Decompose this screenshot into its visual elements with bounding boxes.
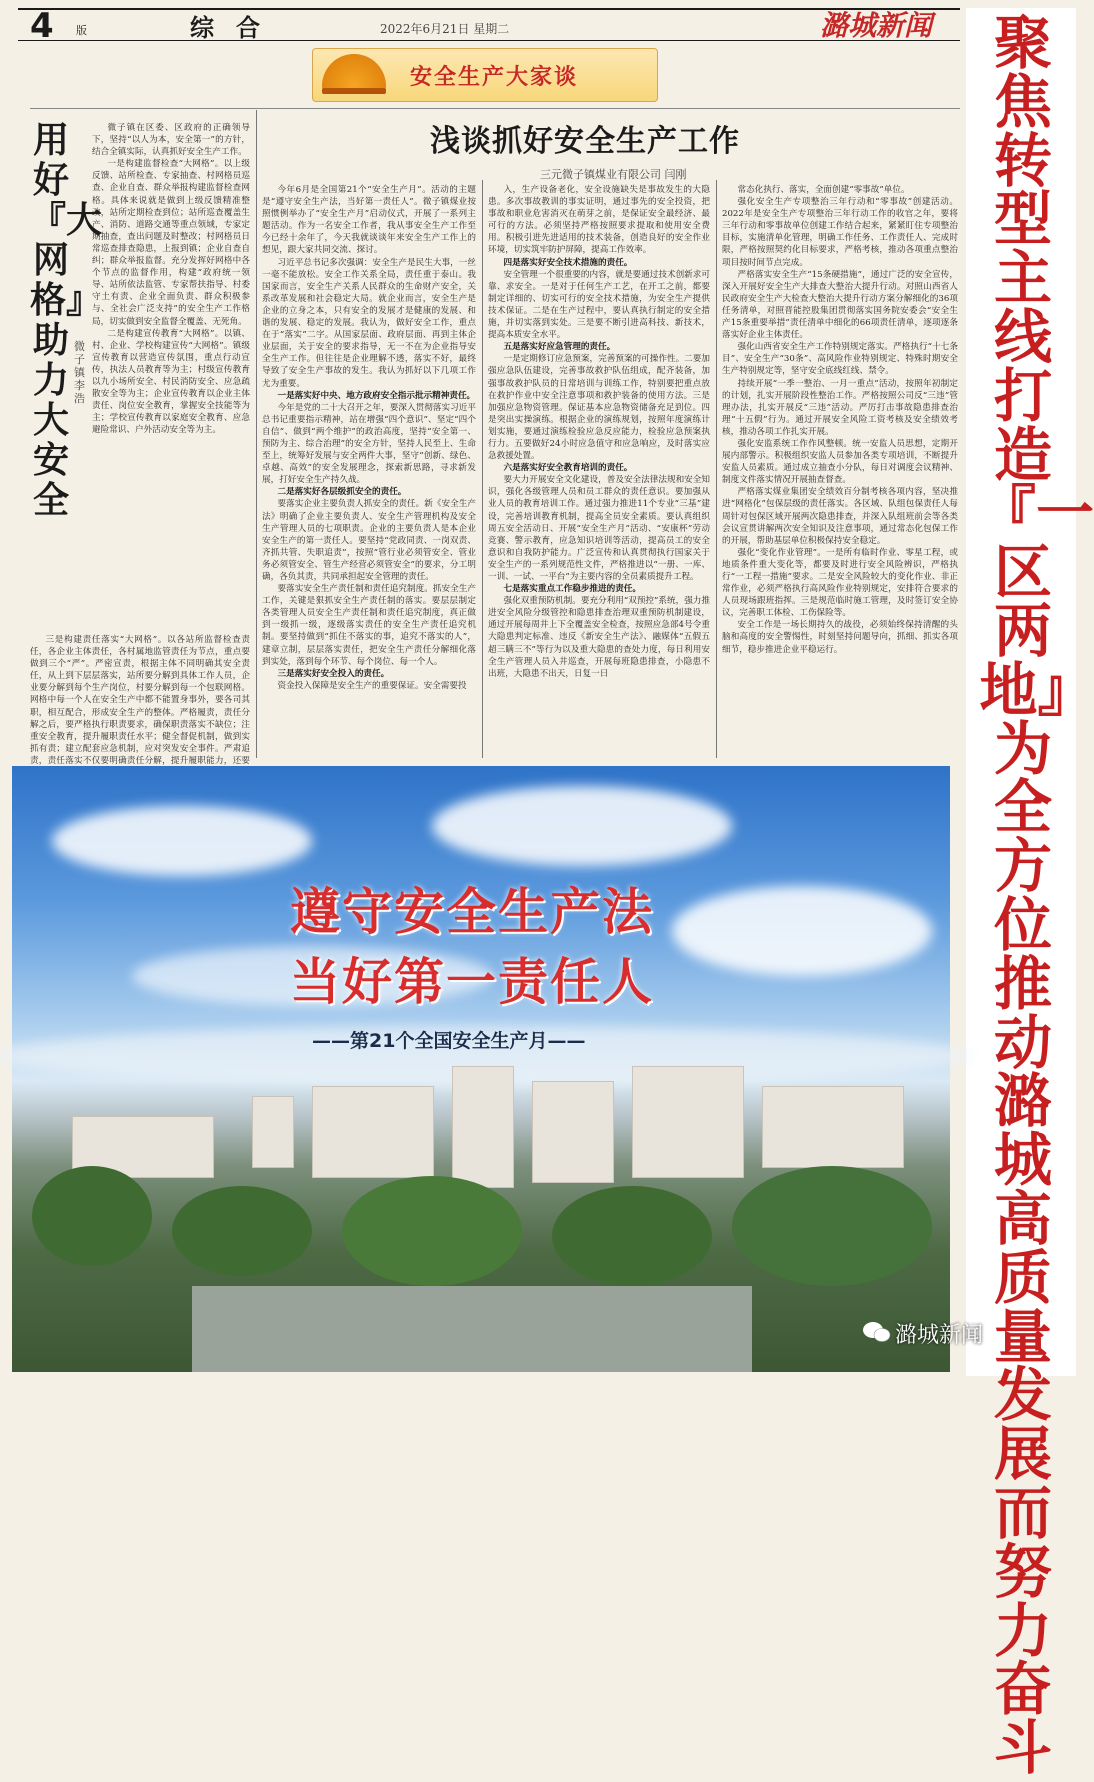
section-name: 综合 <box>190 13 282 42</box>
article-paragraph: 一是定期修订应急预案，完善预案的可操作性。二要加强应急队伍建设，完善事故救护队伍组成，配齐装备，加强事故救护队员的日常培训与训练工作，特别要把重点放在救护作业中安全注意事项和救护装备的使用方法。三是加强应急物资管理。保证基本应急物资储备充足到位。四是突出实操演练。根据企业的演练规划，按照年度演练计划实施，要通过演练检验应急反应能力，检验应急预案执行力。五要做好24小时应急值守和应急响应，及时落实应急救援处置。 <box>488 354 710 462</box>
poster-subtitle: ——第21个全国安全生产月—— <box>312 1030 586 1052</box>
article-paragraph: 资金投入保障是安全生产的重要保证。安全需要投 <box>277 680 467 691</box>
wechat-icon <box>862 1320 892 1344</box>
poster-slogan-line-2: 当好第一责任人 <box>290 953 654 1011</box>
safety-helmet-brim-icon <box>322 88 386 94</box>
article-paragraph: 强化双重预防机制。要充分利用“双预控”系统，强力推进安全风险分级管控和隐患排查治理双重预防机制建设，通过开展每周井上下全覆盖安全检查，按照应急部4号令重大隐患判定标准、违反《新安全生产法》、融媒体“五假五超三瞒三不”等行为以及重大隐患的查处力度，每日利用安全生产管理人员入井巡查，开展每班隐患排查，小隐患不出班，大隐患不出天，日复一日 <box>488 596 710 679</box>
article-author: 三元微子镇煤业有限公司 闫刚 <box>540 168 687 181</box>
article-paragraph: 今年是党的二十大召开之年，要深入贯彻落实习近平总书记重要指示精神，站在增强“四个意识”、坚定“四个自信”、做到“两个维护”的政治高度，坚持“安全第一、预防为主、综合治理”的安全方针，坚持人民至上、生命至上，统筹好发展与安全两件大事，坚守“创新、绿色、卓越、高效”的安全发展理念，探索新思路，寻求新发展，打好安全生产持久战。 <box>262 402 476 486</box>
paper-name: 潞城新闻 <box>820 9 933 42</box>
masthead-rule <box>18 8 960 10</box>
article-paragraph: 五是落实好应急管理的责任。 <box>503 342 616 353</box>
article-paragraph: 习近平总书记多次强调：安全生产是民生大事，一丝一毫不能放松。安全工作关系全局，责任重于泰山。我国家而言，安全生产关系人民群众的生命财产安全，关系改革发展和社会稳定大局。就企业而言，安全生产是企业的立身之本，只有安全的发展才是健康的发展、和谐的发展、稳定的发展。我认为，做好安全工作，重点在于“落实”二字。从国家层面、政府层面、再到主体企业层面，关于安全的要求指导，无一不在为企业指导安全生产工作。但往往是企业理解不透，落实不好，最终导致了安全生产事故的发生。我认为抓好以下几项工作尤为重要。 <box>262 257 476 389</box>
content-frame-rule <box>30 108 960 109</box>
article-paragraph: 强化安监系统工作作风整顿。统一安监人员思想，定期开展内部警示。积极组织安监人员参加各类专项培训，不断提升安监人员素质。通过成立抽查小分队，每日对调度会议精神、制度文件落实情况开展抽查督查。 <box>722 438 958 486</box>
page-unit: 版 <box>76 24 87 37</box>
article-paragraph: 要落实安全生产责任制和责任追究制度。抓安全生产工作，关键是狠抓安全生产责任制的落实。要层层制定各类管理人员安全生产责任制和责任追究制度，真正做到一级抓一级，逐级落实责任的安全生产责任追究机制。要坚持做到“抓住不落实的事，追究不落实的人”，建章立制，层层落实责任，把安全生产责任分解细化落到实处，落到每个环节、每个岗位、每一个人。 <box>262 584 476 667</box>
sidebar-paragraph: 二是构建宣传教育“大网格”。以镇、村、企业、学校构建宣传“大网格”。镇级宣传教育以营造宣传氛围，重点行动宣传，执法人员教育等为主；村级宣传教育以九小场所安全、村民消防安全、应急疏散安全等为主；企业宣传教育以企业主体责任、岗位安全教育，掌握安全技能等为主；学校宣传教育以家庭安全教育、应急避险常识、户外活动安全等为主。 <box>92 328 250 436</box>
article-paragraph: 一是落实好中央、地方政府安全指示批示精神责任。 <box>277 390 476 401</box>
column-divider <box>716 180 717 758</box>
poster-slogan-line-1: 遵守安全生产法 <box>290 883 654 941</box>
article-paragraph: 强化“变化作业管理”。一是所有临时作业、零星工程，或地质条件重大变化等，都要及时进行安全风险辨识，严格执行“一工程一措施”要求。二是安全风险较大的变化作业、非正常作业，必须严格执行高风险作业特别规定，安排符合要求的人员现场跟班指挥。三是规范临时施工管理，及时签订安全协议，完善职工体检、工伤保险等。 <box>722 547 958 619</box>
column-divider <box>256 110 257 758</box>
sidebar-paragraph: 一是构建监督检查“大网格”。以上级反馈、站所检查、专家抽查、村网格员巡查、企业自查、群众举报构建监督检查网格。具体来说就是做到上级反馈精准整改，站所定期检查到位；站所巡查覆盖生产、消防、道路交通等重点领域，专家定期抽查，查出问题及时整改；村网格员日常巡查排查隐患，上报到镇；企业自查自纠；群众举报监督。充分发挥好网格中各个节点的监督作用，构建“政府统一领导、站所依法监管、专家帮扶指导、村委守土有责、企业全面负责、群众积极参与、全社会广泛支持”的安全生产工作格局，切实做到安全监督全覆盖、无死角。 <box>92 159 250 327</box>
sidebar-paragraph: 三是构建责任落实“大网格”。以各站所监督检查责任，各企业主体责任，各村属地监管责任为节点，重点要做到三个“严”。严密宣责，根据主体不同明确其安全责任，从上到下层层落实，站所要分解到具体工作人员，企业要分解到每个生产岗位，村要分解到每一个包联网格。网格中每一个人在安全生产中都不能置身事外，要各司其职，相互配合，形成安全生产的整体。严格履责，责任分解之后，要严格执行职责要求，确保职责落实不缺位；注重安全教育，提升履职责任水平；健全督促机制，做到实抓有责；建立配套应急机制，应对突发安全事件。严肃追责，责任落实不仅要明确责任分解，提升履职能力，还要 <box>30 635 250 766</box>
watermark: 潞城新闻 <box>895 1323 984 1348</box>
article-column-3 <box>722 184 958 758</box>
article-column-1 <box>262 184 476 758</box>
article-paragraph: 四是落实好安全技术措施的责任。 <box>503 257 633 268</box>
sidebar-body-continued <box>30 634 250 766</box>
article-paragraph: 严格落实安全生产“15条硬措施”，通过广泛的安全宣传，深入开展好安全生产大排查大整治大提升行动。对照山西省人民政府安全生产大检查大整治大提升行动方案分解细化的36项任务清单，对照晋能控股集团贯彻落实国务院安委会“安全生产15条重要举措”责任清单中细化的66项责任清单，逐项逐条落实好企业主体责任。 <box>722 269 958 341</box>
sidebar-author: 微子镇 李浩 <box>74 340 85 405</box>
sidebar-body <box>92 122 250 632</box>
article-paragraph: 入，生产设备老化，安全设施缺失是事故发生的大隐患。多次事故教训的事实证明，通过事先的安全投资，把事故和职业危害消灭在萌芽之前，是保证安全最经济、最可行的方法。必须坚持严格按照要求提取和使用安全费用。积极引进先进适用的技术装备，创造良好的安全作业环境，切实筑牢防护屏障，提高工作效率。 <box>488 185 710 256</box>
article-paragraph: 持续开展“一季一整治、一月一重点”活动，按照年初制定的计划，扎实开展阶段性整治工作。严格按照公司反“三违”管理办法，扎实开展反“三违”活动。严厉打击事故隐患排查治理“十五假”行为。通过开展安全风险工资考核及安全绩效考核，推动各项工作扎实开展。 <box>722 378 958 437</box>
masthead-rule-lower <box>18 40 960 41</box>
page-number: 4 <box>30 6 54 46</box>
sidebar-title: 用好『大网格』助力大安全 <box>30 119 103 521</box>
article-paragraph: 强化山西省安全生产工作特别规定落实。严格执行“十七条目”、安全生产“30条”、高风险作业特别规定、特殊时期安全生产特别规定等，坚守安全底线红线、禁令。 <box>722 342 958 377</box>
column-divider <box>482 180 483 758</box>
article-paragraph: 六是落实好安全教育培训的责任。 <box>503 463 633 474</box>
article-paragraph: 严格落实煤业集团安全绩效百分制考核各项内容，坚决推进“网格化”包保层级的责任落实。各区域、队组包保责任人每周针对包保区域开展两次隐患排查，并深入队组班前会等各类会议宣贯讲解两次安全知识及注意事项，通过常态化包保工作的开展，帮助基层单位积极保持安全稳定。 <box>722 487 958 546</box>
sidebar-lead: 微子镇在区委、区政府的正确领导下，坚持“以人为本，安全第一”的方针，结合全镇实际，认真抓好安全生产工作。 <box>92 123 250 158</box>
article-paragraph: 七是落实重点工作稳步推进的责任。 <box>503 584 641 595</box>
article-paragraph: 强化安全生产专项整治三年行动和“零事故”创建活动。2022年是安全生产专项整治三年行动工作的收官之年，要将三年行动和零事故单位创建工作结合起来，紧紧盯住专项整治目标，实施清单化管理，明确工作任务、工作责任人、完成时限，严格按照契约化目标要求，严格考核，推动各项重点整治项目按时间节点完成。 <box>722 197 958 268</box>
article-paragraph: 三是落实好安全投入的责任。 <box>277 668 390 679</box>
column-banner-title: 安全生产大家谈 <box>410 64 579 90</box>
article-column-2 <box>488 184 710 758</box>
article-paragraph: 安全工作是一场长期持久的战役，必须始终保持清醒的头脑和高度的安全警惕性，时刻坚持问题导向，抓细、抓实各项细节，稳步推进企业平稳运行。 <box>722 620 958 655</box>
article-paragraph: 二是落实好各层级抓安全的责任。 <box>277 487 407 498</box>
article-paragraph: 常态化执行、落实，全面创建“零事故”单位。 <box>737 185 910 195</box>
safety-poster-photo <box>12 766 950 1372</box>
article-paragraph: 要落实企业主要负责人抓安全的责任。新《安全生产法》明确了企业主要负责人、安全生产管理机构及安全生产管理人员的七项职责。企业的主要负责人是本企业安全生产的第一责任人。要坚持“党政同责、一岗双责、齐抓共管、失职追责”，按照“管行业必须管安全、管业务必须管安全、管生产经营必须管安全”的要求，分工明确，各负其责，共同承担起安全管理的责任。 <box>262 499 476 582</box>
article-paragraph: 安全管理一个很重要的内容，就是要通过技术创新求可靠、求安全。一是对于任何生产工艺，在开工之前，都要制定详细的、切实可行的安全技术措施，为安全生产提供技术保证。二是在生产过程中，要认真执行制定的安全措施，并切实落到实处。三是要不断引进高科技、新技术，提高本质安全水平。 <box>488 269 710 341</box>
article-paragraph: 要大力开展安全文化建设，普及安全法律法规和安全知识，强化各级管理人员和员工群众的责任意识。要加强从业人员的教育培训工作。通过强力推进11个专业“三基”建设，完善培训教育机制，提高全员安全素质。要认真组织周五安全活动日、开展“安全生产月”活动、“安康杯”劳动竞赛、警示教育，应急知识培训等活动，提高员工的安全意识和自我防护能力。广泛宣传和认真贯彻执行国家关于安全生产的一系列规范性文件，严格推进以“一册、一库、一训、一试、一平台”为主要内容的全员素质提升工程。 <box>488 475 710 582</box>
article-paragraph: 今年6月是全国第21个“安全生产月”。活动的主题是“遵守安全生产法，当好第一责任人”。微子镇煤业按照惯例举办了“安全生产月”启动仪式，开展了一系列主题活动。作为一名安全工作者，我从事安全生产工作至今已经十余年了，今天我就谈谈年来安全生产工作上的想见，跟大家共同交流、探讨。 <box>262 185 476 256</box>
issue-date: 2022年6月21日 星期二 <box>380 22 510 36</box>
right-headline: 聚焦转型主线 打造『一区两地』为全方位推动潞城高质量发展而努力奋斗 <box>978 9 1094 1782</box>
article-title: 浅谈抓好安全生产工作 <box>430 124 740 159</box>
